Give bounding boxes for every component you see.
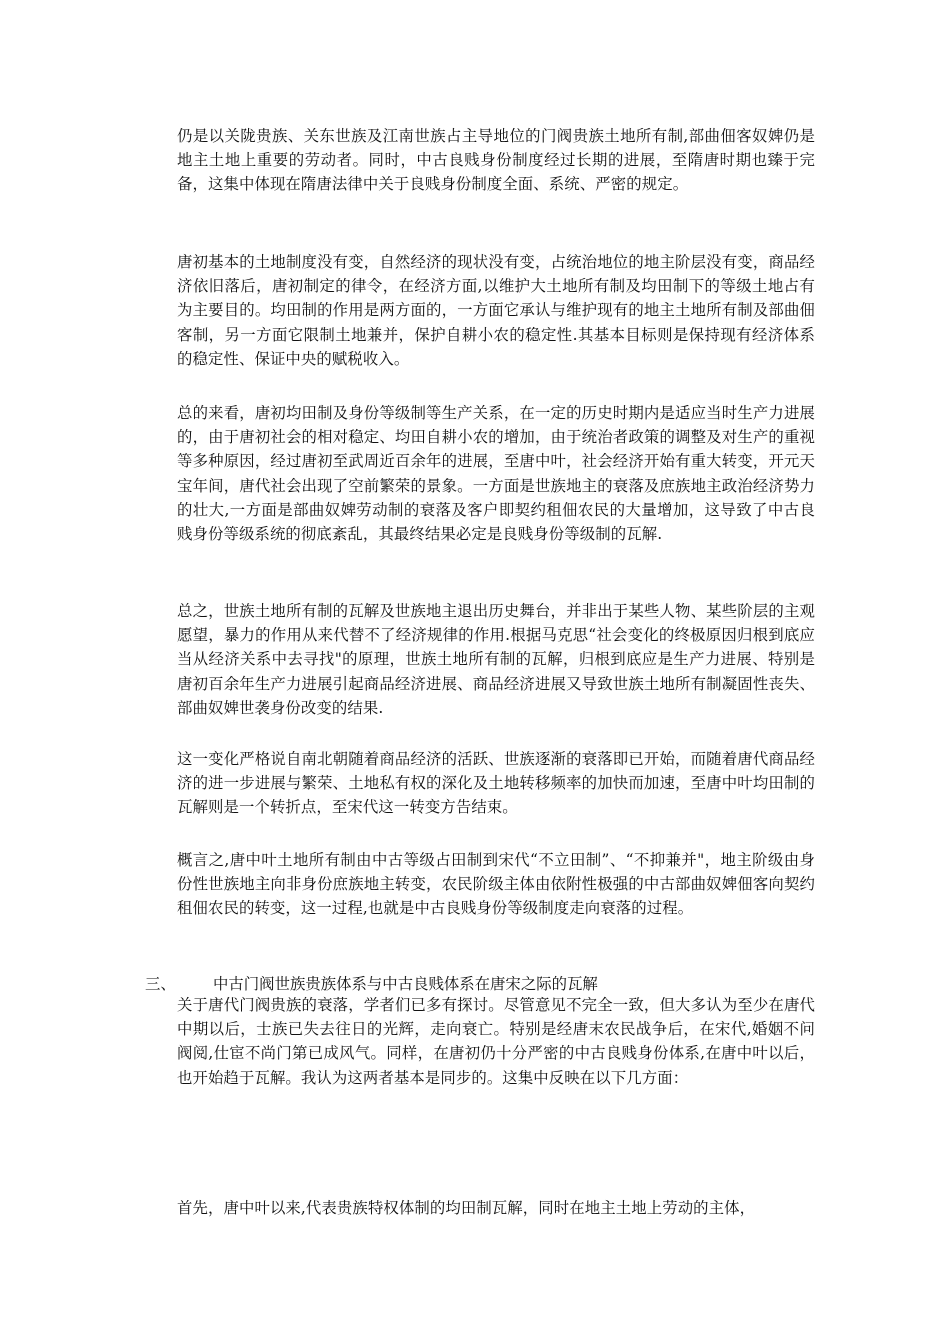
paragraph-5: 这一变化严格说自南北朝随着商品经济的活跃、世族逐渐的衰落即已开始，而随着唐代商品经济的进一步进展与繁荣、土地私有权的深化及土地转移频率的加快而加速，至唐中叶均田制的瓦解则是一个转折点，至宋代这一转变方告结束。 [177,750,815,817]
section-number: 三、 [145,975,176,993]
paragraph-3: 总的来看，唐初均田制及身份等级制等生产关系，在一定的历史时期内是适应当时生产力进展的，由于唐初社会的相对稳定、均田自耕小农的增加，由于统治者政策的调整及对生产的重视等多种原因，经过唐初至武周近百余年的进展，至唐中叶，社会经济开始有重大转变，开元天宝年间，唐代社会出现了空前繁荣的景象。一方面是世族地主的衰落及庶族地主政治经济势力的壮大,一方面是部曲奴婢劳动制的衰落及客户即契约租佃农民的大量增加，这导致了中古良贱身份等级系统的彻底紊乱，其最终结果必定是良贱身份等级制的瓦解. [177,404,815,544]
paragraph-2: 唐初基本的土地制度没有变，自然经济的现状没有变，占统治地位的地主阶层没有变，商品经济依旧落后，唐初制定的律令，在经济方面,以维护大土地所有制及均田制下的等级土地占有为主要目的。均田制的作用是两方面的，一方面它承认与维护现有的地主土地所有制及部曲佃客制，另一方面它限制土地兼并，保护自耕小农的稳定性.其基本目标则是保持现有经济体系的稳定性、保证中央的赋税收入。 [177,253,815,368]
paragraph-4: 总之，世族土地所有制的瓦解及世族地主退出历史舞台，并非出于某些人物、某些阶层的主观愿望，暴力的作用从来代替不了经济规律的作用.根据马克思“社会变化的终极原因归根到底应当从经济关系中去寻找"的原理，世族土地所有制的瓦解，归根到底应是生产力进展、特别是唐初百余年生产力进展引起商品经济进展、商品经济进展又导致世族土地所有制凝固性丧失、部曲奴婢世袭身份改变的结果. [177,602,815,717]
section-paragraph-2: 首先，唐中叶以来,代表贵族特权体制的均田制瓦解，同时在地主土地上劳动的主体， [177,1199,756,1217]
paragraph-6: 概言之,唐中叶土地所有制由中古等级占田制到宋代“不立田制”、“不抑兼并"，地主阶级由身份性世族地主向非身份庶族地主转变，农民阶级主体由依附性极强的中古部曲奴婢佃客向契约租佃农民的转变，这一过程,也就是中古良贱身份等级制度走向衰落的过程。 [177,851,815,918]
paragraph-1: 仍是以关陇贵族、关东世族及江南世族占主导地位的门阀贵族土地所有制,部曲佃客奴婢仍是地主土地上重要的劳动者。同时，中古良贱身份制度经过长期的进展，至隋唐时期也臻于完备，这集中体现在隋唐法律中关于良贱身份制度全面、系统、严密的规定。 [177,127,815,194]
section-title: 中古门阀世族贵族体系与中古良贱体系在唐宋之际的瓦解 [213,975,598,993]
section-paragraph-1: 关于唐代门阀贵族的衰落，学者们已多有探讨。尽管意见不完全一致，但大多认为至少在唐代中期以后，士族已失去往日的光辉，走向衰亡。特别是经唐末农民战争后，在宋代,婚姻不问阀阅,仕宦不尚门第已成风气。同样，在唐初仍十分严密的中古良贱身份体系,在唐中叶以后，也开始趋于瓦解。我认为这两者基本是同步的。这集中反映在以下几方面： [177,996,815,1087]
